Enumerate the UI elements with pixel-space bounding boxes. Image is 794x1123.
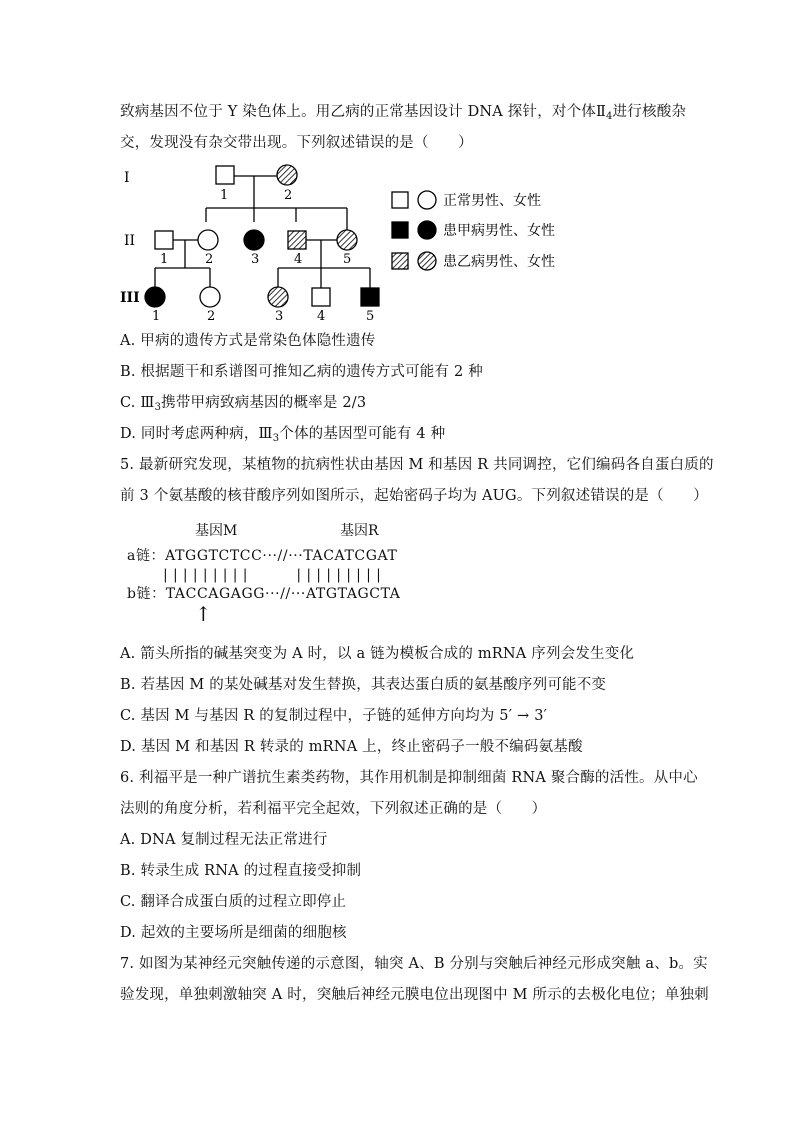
q5-option-d: D. 基因 M 和基因 R 转录的 mRNA 上，终止密码子一般不编码氨基酸 — [120, 739, 583, 755]
gen2-female-2 — [198, 230, 218, 250]
gen1-female-2 — [277, 165, 297, 185]
q6-option-c: C. 翻译合成蛋白质的过程立即停止 — [120, 894, 347, 910]
q4-option-b: B. 根据题干和系谱图可推知乙病的遗传方式可能有 2 种 — [120, 364, 483, 380]
gen2-female-5 — [337, 230, 357, 250]
gen3-num-1: 1 — [152, 309, 161, 322]
q5-option-c: C. 基因 M 与基因 R 的复制过程中，子链的延伸方向均为 5′ → 3′ — [120, 708, 548, 724]
legend-yi-male — [392, 253, 408, 269]
q6-option-b: B. 转录生成 RNA 的过程直接受抑制 — [120, 863, 362, 879]
gen3-female-3 — [268, 287, 288, 307]
q6-option-d: D. 起效的主要场所是细菌的细胞核 — [120, 925, 347, 941]
gen3-male-4 — [312, 288, 330, 306]
gen-label-2: II — [124, 233, 136, 249]
pedigree-diagram — [110, 160, 590, 322]
q5-b-chain: b链：TACCAGAGG···//···ATGTAGCTA — [127, 586, 401, 602]
gen2-num-4: 4 — [294, 252, 303, 267]
gen-label-3: III — [120, 290, 140, 306]
legend-yi-label: 患乙病男性、女性 — [443, 254, 555, 270]
gen2-num-5: 5 — [343, 252, 352, 267]
gen1-num-1: 1 — [220, 188, 229, 203]
q5-gene-r-label: 基因R — [340, 523, 379, 539]
gen2-num-2: 2 — [205, 252, 214, 267]
q6-stem-1: 6. 利福平是一种广谱抗生素类药物，其作用机制是抑制细菌 RNA 聚合酶的活性。从中心 — [120, 770, 698, 786]
gen2-male-4 — [288, 231, 306, 249]
q5-a-chain: a链：ATGGTCTCC···//···TACATCGAT — [127, 548, 398, 564]
legend-normal-female — [418, 191, 436, 209]
legend-jia-label: 患甲病男性、女性 — [443, 223, 555, 239]
gen-label-1: I — [124, 170, 130, 186]
q5-stem-1: 5. 最新研究发现，某植物的抗病性状由基因 M 和基因 R 共同调控，它们编码各自蛋白质的 — [120, 457, 714, 473]
gen2-num-3: 3 — [251, 252, 260, 267]
legend-normal-male — [392, 192, 408, 208]
q4-option-d: D. 同时考虑两种病，$Ⅲ_3$个体的基因型可能有 4 种 — [120, 426, 446, 444]
intro-line-2: 交，发现没有杂交带出现。下列叙述错误的是（ ） — [120, 135, 473, 151]
q4-option-c: C. $Ⅲ_3$携带甲病致病基因的概率是 2/3 — [120, 395, 367, 413]
q5-bonds: | | | | | | | | | | | | | | | | | | — [163, 567, 382, 583]
q5-gene-m-label: 基因M — [195, 523, 238, 539]
legend-jia-female — [418, 221, 436, 239]
q4-option-a: A. 甲病的遗传方式是常染色体隐性遗传 — [120, 333, 376, 349]
q5-option-b: B. 若基因 M 的某处碱基对发生替换，其表达蛋白质的氨基酸序列可能不变 — [120, 677, 607, 693]
gen2-male-1 — [155, 231, 173, 249]
q7-stem-2: 验发现，单独刺激轴突 A 时，突触后神经元膜电位出现图中 M 所示的去极化电位；单独刺 — [120, 987, 709, 1003]
gen3-num-3: 3 — [275, 309, 284, 322]
q5-stem-2: 前 3 个氨基酸的核苷酸序列如图所示，起始密码子均为 AUG。下列叙述错误的是（ ） — [120, 488, 708, 504]
q6-stem-2: 法则的角度分析，若利福平完全起效，下列叙述正确的是（ ） — [120, 801, 547, 817]
q5-mutation-arrow: ↑ — [195, 602, 212, 626]
gen3-female-2 — [200, 287, 220, 307]
legend-jia-male — [392, 222, 408, 238]
gen3-num-5: 5 — [366, 309, 375, 322]
gen2-female-3 — [244, 230, 264, 250]
q6-option-a: A. DNA 复制过程无法正常进行 — [120, 832, 328, 848]
legend-normal-label: 正常男性、女性 — [443, 193, 541, 209]
gen3-female-1 — [145, 287, 165, 307]
gen2-num-1: 1 — [160, 252, 169, 267]
gen1-male-1 — [216, 166, 234, 184]
gen3-num-2: 2 — [207, 309, 216, 322]
gen3-num-4: 4 — [317, 309, 326, 322]
gen1-num-2: 2 — [284, 188, 293, 203]
gen3-male-5 — [361, 288, 379, 306]
intro-line-1: 致病基因不位于 Y 染色体上。用乙病的正常基因设计 DNA 探针，对个体$Ⅱ_4$进行核酸杂 — [120, 104, 687, 122]
q5-option-a: A. 箭头所指的碱基突变为 A 时，以 a 链为模板合成的 mRNA 序列会发生变化 — [120, 646, 635, 662]
legend-yi-female — [418, 252, 436, 270]
q7-stem-1: 7. 如图为某神经元突触传递的示意图，轴突 A、B 分别与突触后神经元形成突触 a、b。实 — [120, 956, 708, 972]
